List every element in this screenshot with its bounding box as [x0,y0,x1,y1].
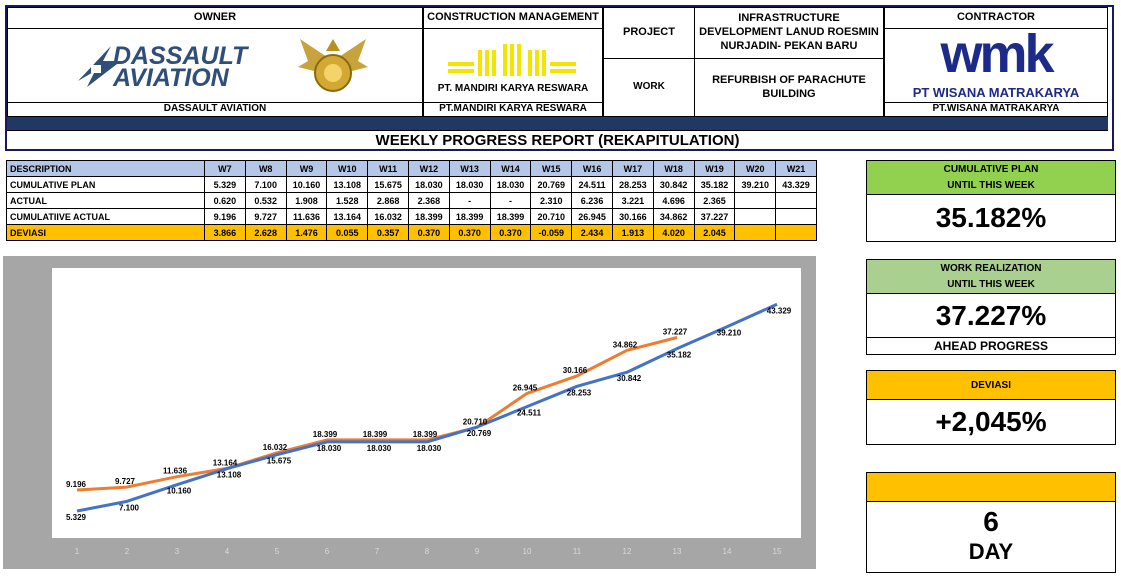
deviasi-value: +2,045% [866,399,1116,445]
table-cell: 0.370 [490,225,531,241]
day-label: DAY [968,539,1014,564]
data-label: 39.210 [716,328,742,338]
data-label: 5.329 [65,513,87,523]
owner-label: OWNER [7,7,423,29]
table-row [7,225,817,241]
x-tick-label: 1 [74,547,80,556]
table-cell: 7.100 [245,177,286,193]
table-cell: 0.357 [368,225,409,241]
work-label: WORK [603,58,695,117]
table-cell: 2.368 [408,193,449,209]
table-cell: 3.221 [612,193,653,209]
table-row [7,209,817,225]
row-label: CUMULATIIVE ACTUAL [7,209,205,225]
plan-box-header [866,160,1116,195]
x-tick-label: 4 [224,547,230,556]
data-label: 16.032 [262,442,288,452]
table-cell [735,225,776,241]
owner-name: DASSAULT AVIATION [7,102,423,117]
table-cell: 30.166 [612,209,653,225]
realization-box-header [866,259,1116,294]
table-cell: 2.045 [694,225,735,241]
table-cell: 0.370 [408,225,449,241]
table-cell: 1.913 [612,225,653,241]
table-cell: 0.532 [245,193,286,209]
row-label: ACTUAL [7,193,205,209]
table-cell: 13.108 [327,177,368,193]
week-header: W9 [286,161,327,177]
table-cell: 5.329 [205,177,246,193]
table-cell: 18.030 [449,177,490,193]
realization-box-line1: WORK REALIZATION [940,262,1042,274]
week-header: W19 [694,161,735,177]
table-header-row [7,161,817,177]
x-tick-label: 14 [722,547,732,556]
table-cell: 18.399 [449,209,490,225]
week-header: W13 [449,161,490,177]
table-cell: 4.020 [653,225,694,241]
report-title: WEEKLY PROGRESS REPORT (REKAPITULATION) [7,130,1108,149]
progress-table [6,160,817,241]
data-label: 9.196 [65,479,87,489]
table-cell: 2.628 [245,225,286,241]
data-label: 35.182 [666,350,692,360]
plan-box-line1: CUMULATIVE PLAN [943,163,1039,175]
x-tick-label: 5 [274,547,280,556]
week-header: W17 [612,161,653,177]
week-header: W21 [776,161,817,177]
table-cell: 24.511 [572,177,613,193]
table-cell: -0.059 [531,225,572,241]
table-cell: 1.908 [286,193,327,209]
x-tick-label: 10 [522,547,532,556]
week-header: W11 [368,161,409,177]
day-number: 6 [983,506,999,537]
table-cell: 2.868 [368,193,409,209]
data-label: 18.399 [312,429,338,439]
plan-value: 35.182% [866,194,1116,242]
table-cell: 18.030 [490,177,531,193]
data-label: 18.030 [416,443,442,453]
header-band [7,117,1108,130]
owner-logo-text: DASSAULT AVIATION [113,42,248,92]
table-cell: 0.620 [205,193,246,209]
table-cell: 43.329 [776,177,817,193]
data-label: 24.511 [516,408,542,418]
cm-label: CONSTRUCTION MANAGEMENT [423,7,603,29]
x-tick-label: 9 [474,547,480,556]
data-label: 15.675 [266,456,292,466]
contractor-name: PT.WISANA MATRAKARYA [884,102,1108,117]
table-cell: 3.866 [205,225,246,241]
table-cell: 11.636 [286,209,327,225]
table-cell: 37.227 [694,209,735,225]
table-cell: 20.769 [531,177,572,193]
x-tick-label: 15 [772,547,782,556]
table-cell: 30.842 [653,177,694,193]
table-cell: 0.370 [449,225,490,241]
table-cell: 9.196 [205,209,246,225]
table-cell: - [490,193,531,209]
week-header: W10 [327,161,368,177]
x-tick-label: 12 [622,547,632,556]
cm-logo-caption: PT. MANDIRI KARYA RESWARA [437,83,589,94]
data-label: 18.399 [412,429,438,439]
table-cell: 10.160 [286,177,327,193]
realization-value: 37.227% [866,293,1116,338]
wmk-logo-text: wmk [940,24,1052,84]
deviasi-box-header: DEVIASI [866,370,1116,400]
data-label: 18.030 [366,443,392,453]
week-header: W18 [653,161,694,177]
data-label: 13.108 [216,470,242,480]
data-label: 18.030 [316,443,342,453]
data-label: 11.636 [162,466,188,476]
data-label: 34.862 [612,340,638,350]
data-label: 28.253 [566,388,592,398]
table-cell [735,193,776,209]
contractor-logo-caption: PT WISANA MATRAKARYA [912,85,1080,100]
mandiri-logo-icon [448,44,576,78]
table-cell: 2.310 [531,193,572,209]
row-label: DEVIASI [7,225,205,241]
x-tick-label: 8 [424,547,430,556]
day-box-header [866,472,1116,502]
air-force-emblem-icon [296,31,370,101]
table-cell: 35.182 [694,177,735,193]
x-tick-label: 3 [174,547,180,556]
data-label: 7.100 [118,503,140,513]
week-header: W16 [572,161,613,177]
table-cell: 0.055 [327,225,368,241]
week-header: W8 [245,161,286,177]
x-tick-label: 6 [324,547,330,556]
table-cell: 1.476 [286,225,327,241]
table-cell: 18.399 [490,209,531,225]
table-cell [776,225,817,241]
table-cell: 39.210 [735,177,776,193]
x-tick-label: 2 [124,547,130,556]
week-header: W15 [531,161,572,177]
data-label: 30.166 [562,365,588,375]
table-cell: 1.528 [327,193,368,209]
data-label: 20.769 [466,429,492,439]
table-cell [776,193,817,209]
realization-box-line2: UNTIL THIS WEEK [947,278,1035,290]
data-label: 20.710 [462,417,488,427]
contractor-label: CONTRACTOR [884,7,1108,29]
table-cell: 15.675 [368,177,409,193]
week-header: W14 [490,161,531,177]
table-cell: 16.032 [368,209,409,225]
data-label: 37.227 [662,327,688,337]
project-label: PROJECT [603,7,695,59]
contractor-logo-area [884,24,1108,103]
desc-header: DESCRIPTION [7,161,205,177]
cm-logo-area [423,28,603,103]
data-label: 9.727 [114,477,136,487]
x-tick-label: 11 [572,547,582,556]
table-cell [735,209,776,225]
project-value: INFRASTRUCTURE DEVELOPMENT LANUD ROESMIN NURJADIN- PEKAN BARU [694,7,884,59]
table-row [7,177,817,193]
owner-logo-area [7,28,423,103]
week-header: W7 [205,161,246,177]
table-cell: 6.236 [572,193,613,209]
table-cell: 18.030 [408,177,449,193]
table-cell: 26.945 [572,209,613,225]
table-cell: 2.365 [694,193,735,209]
progress-line-chart [3,256,816,569]
work-value: REFURBISH OF PARACHUTE BUILDING [694,58,884,117]
data-label: 18.399 [362,429,388,439]
week-header: W20 [735,161,776,177]
x-tick-label: 13 [672,547,682,556]
data-label: 43.329 [766,306,792,316]
table-cell: 34.862 [653,209,694,225]
table-cell: 18.399 [408,209,449,225]
table-cell [776,209,817,225]
table-cell: 13.164 [327,209,368,225]
data-label: 10.160 [166,486,192,496]
data-label: 30.842 [616,374,642,384]
progress-status: AHEAD PROGRESS [866,337,1116,355]
table-cell: 9.727 [245,209,286,225]
week-header: W12 [408,161,449,177]
row-label: CUMULATIVE PLAN [7,177,205,193]
plan-box-line2: UNTIL THIS WEEK [947,179,1035,191]
table-cell: 4.696 [653,193,694,209]
table-cell: 20.710 [531,209,572,225]
data-label: 13.164 [212,458,238,468]
x-tick-label: 7 [374,547,380,556]
data-label: 26.945 [512,383,538,393]
table-cell: 28.253 [612,177,653,193]
cm-name: PT.MANDIRI KARYA RESWARA [423,102,603,117]
table-row [7,193,817,209]
day-box [866,501,1116,573]
table-cell: - [449,193,490,209]
table-cell: 2.434 [572,225,613,241]
